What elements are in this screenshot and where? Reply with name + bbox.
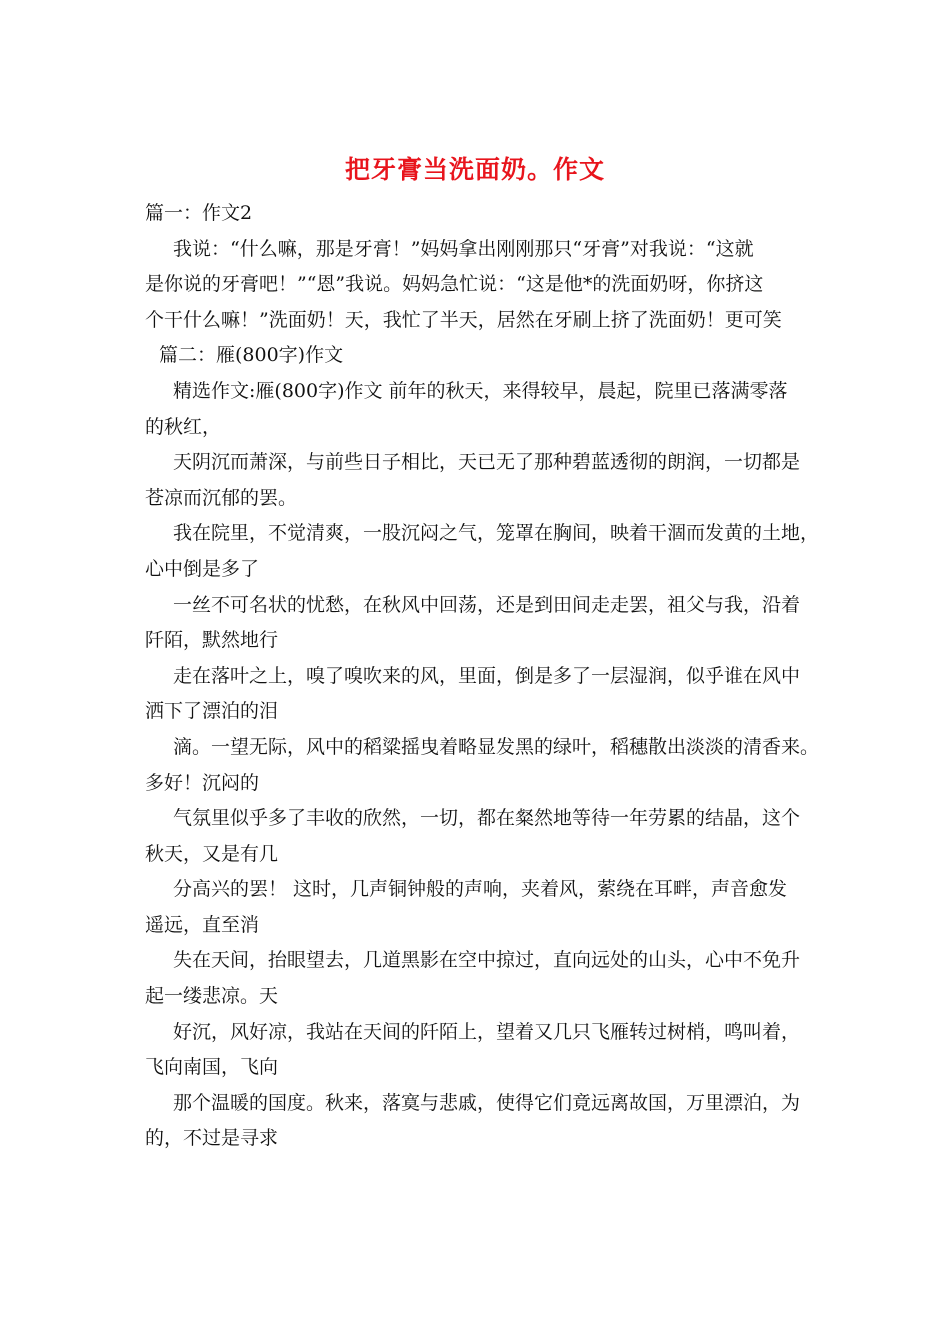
text-line: 秋天，又是有几 [145,842,279,865]
document-title: 把牙膏当洗面奶。作文 [344,155,605,184]
text-line: 一丝不可名状的忧愁，在秋风中回荡，还是到田间走走罢，祖父与我，沿着 [173,593,801,616]
text-line: 精选作文:雁(800字)作文 前年的秋天，来得较早，晨起，院里已落满零落 [173,379,788,402]
text-line: 的秋红， [145,415,222,438]
text-line: 气氛里似乎多了丰收的欣然，一切，都在粲然地等待一年劳累的结晶，这个 [173,807,801,830]
text-line: 篇二：雁(800字)作文 [159,344,344,367]
text-line: 是你说的牙膏吧！”“恩”我说。妈妈急忙说：“这是他*的洗面奶呀，你挤这 [145,273,764,296]
text-line: 滴。一望无际，风中的稻粱摇曳着略显发黑的绿叶，稻穗散出淡淡的清香来。 [173,735,820,758]
text-line: 心中倒是多了 [145,557,260,580]
text-line: 起一缕悲凉。天 [145,985,279,1008]
text-line: 分高兴的罢！ 这时，几声铜钟般的声响，夹着风，萦绕在耳畔，声音愈发 [173,878,788,901]
text-line: 阡陌，默然地行 [145,629,279,652]
text-line: 多好！沉闷的 [145,771,260,794]
document-body [145,196,820,1157]
text-line: 失在天间，抬眼望去，几道黑影在空中掠过，直向远处的山头，心中不免升 [173,949,801,972]
text-line: 洒下了漂泊的泪 [145,700,279,723]
text-line: 走在落叶之上，嗅了嗅吹来的风，里面，倒是多了一层湿润，似乎谁在风中 [173,664,801,687]
text-line: 的，不过是寻求 [145,1127,279,1150]
text-line: 那个温暖的国度。秋来，落寞与悲戚，使得它们竟远离故国，万里漂泊，为 [173,1091,801,1114]
text-line: 苍凉而沉郁的罢。 [145,486,298,509]
text-line: 天阴沉而萧深，与前些日子相比，天已无了那种碧蓝透彻的朗润，一切都是 [173,451,801,474]
text-line: 好沉，风好凉，我站在天间的阡陌上，望着又几只飞雁转过树梢，鸣叫着， [173,1020,801,1043]
text-line: 我在院里，不觉清爽，一股沉闷之气，笼罩在胸间，映着干涸而发黄的土地， [173,522,820,545]
text-line: 我说：“什么嘛，那是牙膏！”妈妈拿出刚刚那只“牙膏”对我说：“这就 [173,237,754,260]
text-line: 遥远，直至消 [145,913,260,936]
text-line: 飞向南国，飞向 [145,1056,279,1079]
text-line: 个干什么嘛！”洗面奶！天，我忙了半天，居然在牙刷上挤了洗面奶！更可笑 [145,308,782,331]
text-line: 篇一：作文2 [145,202,253,224]
